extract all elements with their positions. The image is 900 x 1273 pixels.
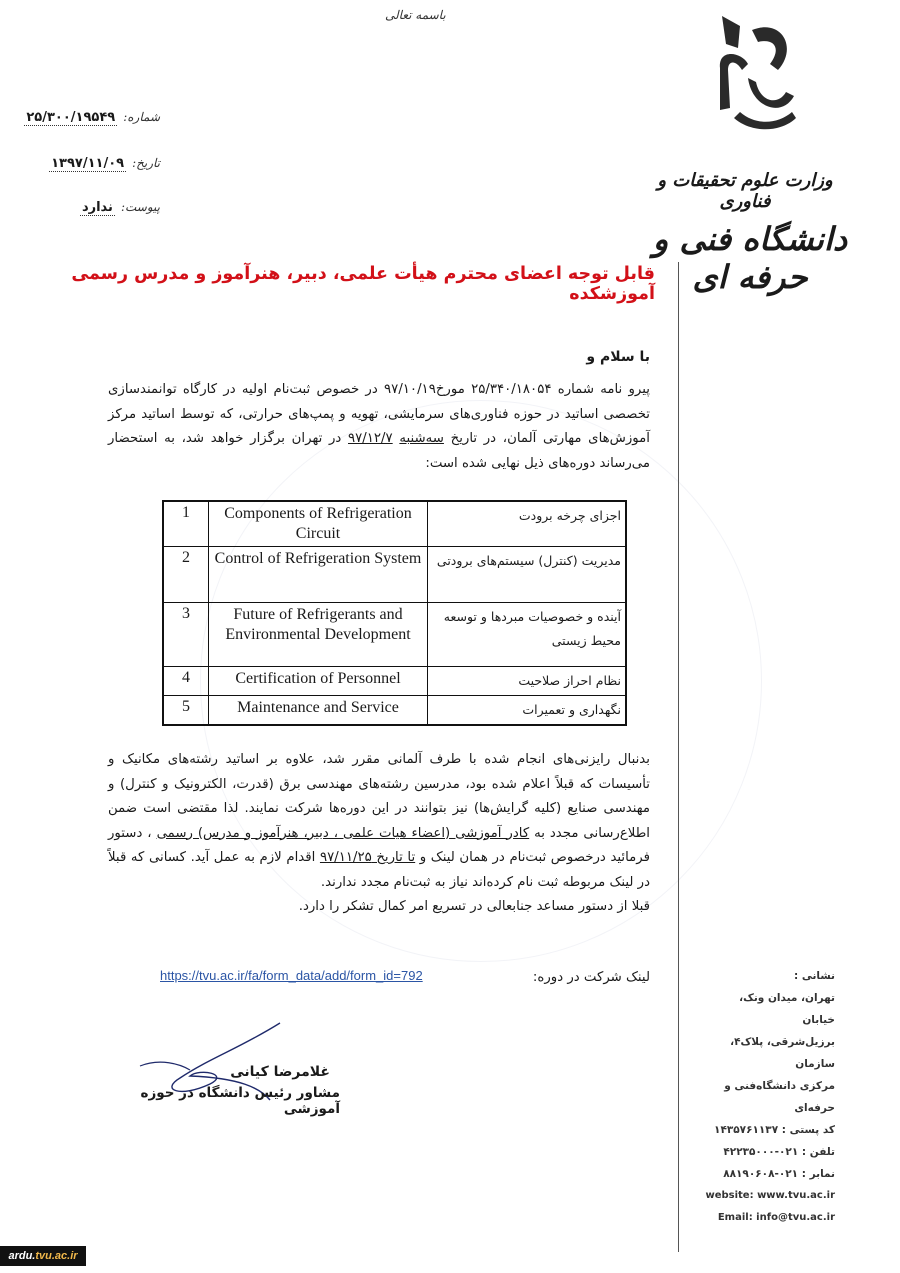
- attachment-value: ندارد: [81, 200, 113, 215]
- number-label: شماره:: [123, 110, 160, 124]
- letter-attachment: [20, 200, 160, 216]
- invocation-text: باسمه تعالی: [385, 8, 446, 22]
- phone: تلفن : ۰۲۱-۴۲۲۳۵۰۰۰: [723, 1146, 835, 1158]
- university-name: دانشگاه فنی و حرفه ای: [652, 220, 848, 296]
- body-text-2: ، دستور فرمائید درخصوص ثبت‌نام در همان لینک و: [108, 825, 650, 865]
- margin-divider: [678, 262, 679, 1252]
- address-line: برزیل‌شرقی، پلاک۴، سازمان: [730, 1036, 835, 1070]
- course-title-en: Control of Refrigeration System: [209, 547, 428, 603]
- signer-title: مشاور رئیس دانشگاه در حوزه آموزشی: [140, 1085, 340, 1117]
- greeting: با سلام و: [586, 349, 650, 365]
- table-row: [163, 603, 626, 667]
- intro-date: ۹۷/۱۲/۷: [348, 431, 393, 446]
- course-number: 5: [163, 696, 209, 726]
- letter-number: [20, 110, 160, 126]
- course-title-en: Maintenance and Service: [209, 696, 428, 726]
- course-title-fa: اجزای چرخه برودت: [428, 501, 627, 547]
- website: website: www.tvu.ac.ir: [705, 1190, 835, 1201]
- signer-name: غلامرضا کیانی: [230, 1064, 330, 1080]
- table-row: [163, 547, 626, 603]
- table-row: [163, 501, 626, 547]
- body-deadline: تا تاریخ ۹۷/۱۱/۲۵: [319, 850, 416, 865]
- course-title-en: Components of Refrigeration Circuit: [209, 501, 428, 547]
- intro-text-2: در تهران برگزار خواهد شد، به استحضار می‌رساند دوره‌های ذیل نهایی شده است:: [108, 431, 650, 471]
- paragraph-body: [108, 748, 650, 920]
- body-staff: کادر آموزشی (اعضاء هیات علمی ، دبیر، هنرآموز و مدرس) رسمی: [156, 825, 530, 841]
- attachment-label: پیوست:: [120, 200, 160, 214]
- fax: نمابر : ۰۲۱-۸۸۱۹۰۶۰۸: [723, 1168, 835, 1180]
- number-value: ۲۵/۳۰۰/۱۹۵۴۹: [26, 110, 116, 125]
- address-line: تهران، میدان ونک، خیابان: [739, 992, 835, 1026]
- course-title-fa: نگهداری و تعمیرات: [428, 696, 627, 726]
- address-line: مرکزی دانشگاه‌فنی و حرفه‌ای: [724, 1080, 835, 1114]
- table-row: [163, 667, 626, 696]
- body-text-1: بدنبال رایزنی‌های انجام شده با طرف آلمانی مقرر شد، علاوه بر اساتید رشته‌های مکانیک و تأسیسات که قبلاً اعلام شده بود، مدرسین رشته‌های مهندسی برق (قدرت، الکترونیک و کنترل) و مهندسی صنایع (کلیه گرایش‌ها) نیز بتوانند در این دوره‌ها شرکت نمایند. لذا مقتضی است ضمن اطلاع‌رسانی مجدد به: [108, 752, 650, 841]
- paragraph-intro: [108, 378, 650, 476]
- source-badge: [0, 1246, 86, 1266]
- course-number: 1: [163, 501, 209, 547]
- table-row: [163, 696, 626, 726]
- address-label: نشانی :: [794, 970, 835, 982]
- course-number: 2: [163, 547, 209, 603]
- intro-weekday: سه‌شنبه: [399, 431, 444, 446]
- letter-headline: قابل توجه اعضای محترم هیأت علمی، دبیر، هنرآموز و مدرس رسمی آموزشکده: [71, 264, 655, 304]
- source-prefix: ardu.: [8, 1250, 36, 1262]
- ministry-name: وزارت علوم تحقیقات و فناوری: [657, 170, 833, 212]
- course-title-fa: نظام احراز صلاحیت: [428, 667, 627, 696]
- body-text-3: اقدام لازم به عمل آید. کسانی که قبلاً در لینک مربوطه ثبت نام کرده‌اند نیاز به ثبت‌نام مجدد ندارند.: [108, 850, 650, 890]
- course-title-fa: آینده و خصوصیات مبردها و توسعه محیط زیستی: [428, 603, 627, 667]
- course-number: 3: [163, 603, 209, 667]
- address-block: [705, 965, 835, 1229]
- body-thanks: قبلا از دستور مساعد جنابعالی در تسریع امر کمال تشکر را دارد.: [298, 899, 650, 914]
- logo-icon: [712, 8, 802, 148]
- registration-link[interactable]: https://tvu.ac.ir/fa/form_data/add/form_id=792: [160, 968, 423, 983]
- date-label: تاریخ:: [132, 156, 160, 170]
- letter-date: [20, 156, 160, 172]
- course-number: 4: [163, 667, 209, 696]
- source-domain: tvu.ac.ir: [35, 1250, 78, 1262]
- email: Email: info@tvu.ac.ir: [717, 1212, 835, 1223]
- courses-table: [162, 500, 627, 726]
- university-logo: [712, 8, 802, 148]
- date-value: ۱۳۹۷/۱۱/۰۹: [51, 156, 125, 171]
- course-title-fa: مدیریت (کنترل) سیستم‌های برودتی: [428, 547, 627, 603]
- course-title-en: Certification of Personnel: [209, 667, 428, 696]
- postal-code: کد پستی : ۱۴۳۵۷۶۱۱۳۷: [714, 1124, 835, 1136]
- intro-text-1: پیرو نامه شماره ۲۵/۳۴۰/۱۸۰۵۴ مورخ۹۷/۱۰/۱۹ در خصوص ثبت‌نام اولیه در کارگاه توانمندسازی تخصصی اساتید در حوزه فناوری‌های سرمایشی، تهویه و پمپ‌های حرارتی، که توسط اساتید مرکز آموزش‌های مهارتی آلمان، در تاریخ: [108, 382, 650, 446]
- link-label: لینک شرکت در دوره:: [532, 970, 650, 985]
- course-title-en: Future of Refrigerants and Environmental Development: [209, 603, 428, 667]
